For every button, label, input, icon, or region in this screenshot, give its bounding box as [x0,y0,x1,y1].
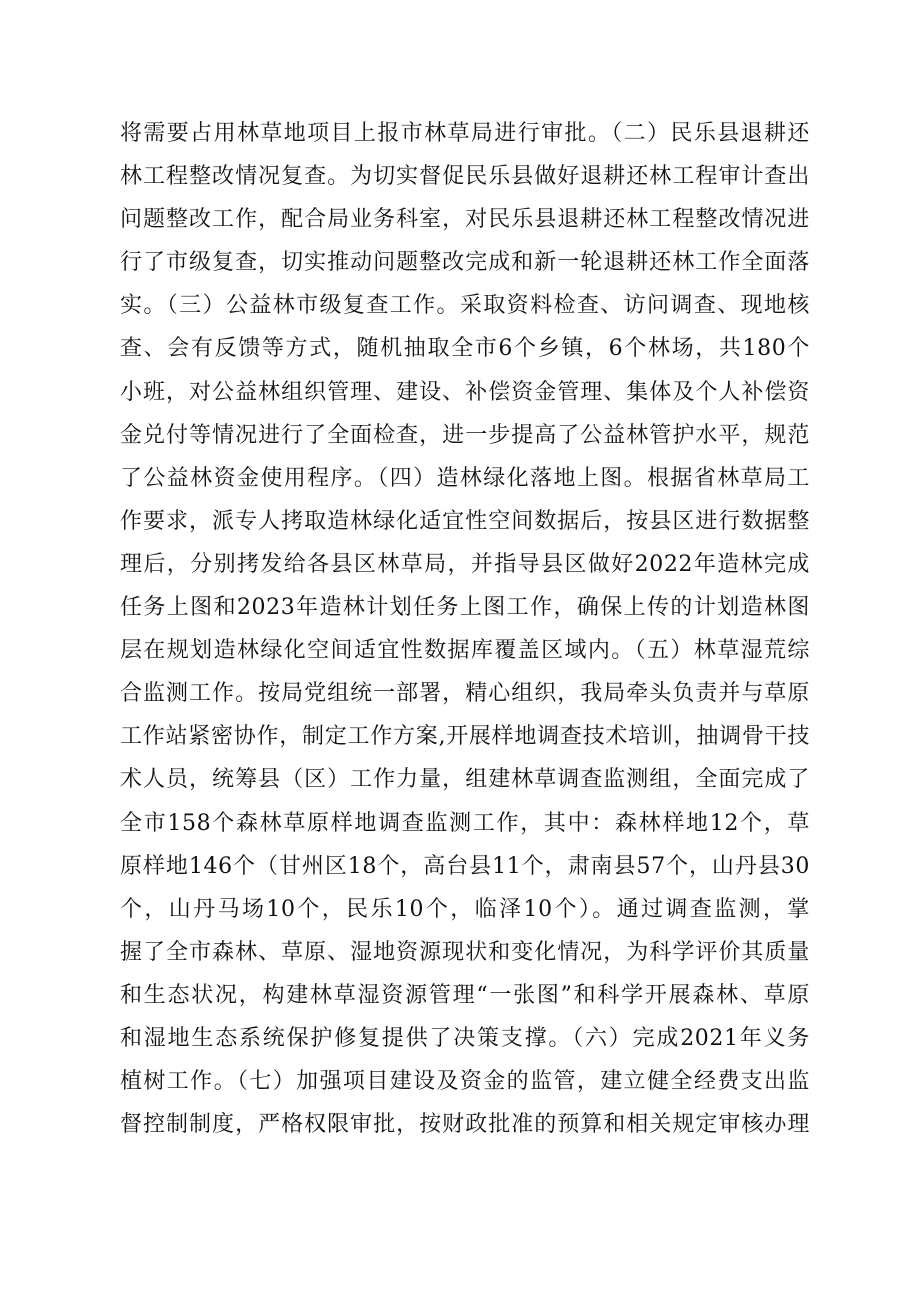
text-line: 和生态状况，构建林草湿资源管理“一张图”和科学开展森林、草原 [120,982,810,1008]
text-line: 个，山丹马场10个，民乐10个，临泽10个）。通过调查监测，掌 [120,896,810,922]
text-line: 林工程整改情况复查。为切实督促民乐县做好退耕还林工程审计查出 [120,164,810,190]
text-line: 握了全市森林、草原、湿地资源现状和变化情况，为科学评价其质量 [120,939,810,965]
text-line: 查、会有反馈等方式，随机抽取全市6个乡镇，6个林场，共180个 [120,336,810,362]
text-line: 实。（三）公益林市级复查工作。采取资料检查、访问调查、现地核 [120,293,810,319]
text-line: 督控制制度，严格权限审批，按财政批准的预算和相关规定审核办理 [120,1112,810,1138]
text-line: 理后，分别拷发给各县区林草局，并指导县区做好2022年造林完成 [120,551,810,577]
text-line: 工作站紧密协作，制定工作方案,开展样地调查技术培训，抽调骨干技 [120,724,810,750]
text-line: 术人员，统筹县（区）工作力量，组建林草调查监测组，全面完成了 [120,767,810,793]
text-line: 金兑付等情况进行了全面检查，进一步提高了公益林管护水平，规范 [120,422,810,448]
text-line: 小班，对公益林组织管理、建设、补偿资金管理、集体及个人补偿资 [120,379,810,405]
text-line: 作要求，派专人拷取造林绿化适宜性空间数据后，按县区进行数据整 [120,508,810,534]
text-line: 植树工作。（七）加强项目建设及资金的监管，建立健全经费支出监 [120,1069,810,1095]
text-line: 了公益林资金使用程序。（四）造林绿化落地上图。根据省林草局工 [120,465,810,491]
text-line: 全市158个森林草原样地调查监测工作，其中：森林样地12个，草 [120,810,810,836]
text-line: 任务上图和2023年造林计划任务上图工作，确保上传的计划造林图 [120,595,810,621]
text-line: 层在规划造林绿化空间适宜性数据库覆盖区域内。（五）林草湿荒综 [120,638,810,664]
body-text [120,112,810,1146]
text-line: 行了市级复查，切实推动问题整改完成和新一轮退耕还林工作全面落 [120,250,810,276]
text-line: 原样地146个（甘州区18个，高台县11个，肃南县57个，山丹县30 [120,853,810,879]
text-line: 和湿地生态系统保护修复提供了决策支撑。（六）完成2021年义务 [120,1025,810,1051]
text-line: 合监测工作。按局党组统一部署，精心组织，我局牵头负责并与草原 [120,681,810,707]
text-line: 将需要占用林草地项目上报市林草局进行审批。（二）民乐县退耕还 [120,121,810,146]
text-line: 问题整改工作，配合局业务科室，对民乐县退耕还林工程整改情况进 [120,207,810,233]
